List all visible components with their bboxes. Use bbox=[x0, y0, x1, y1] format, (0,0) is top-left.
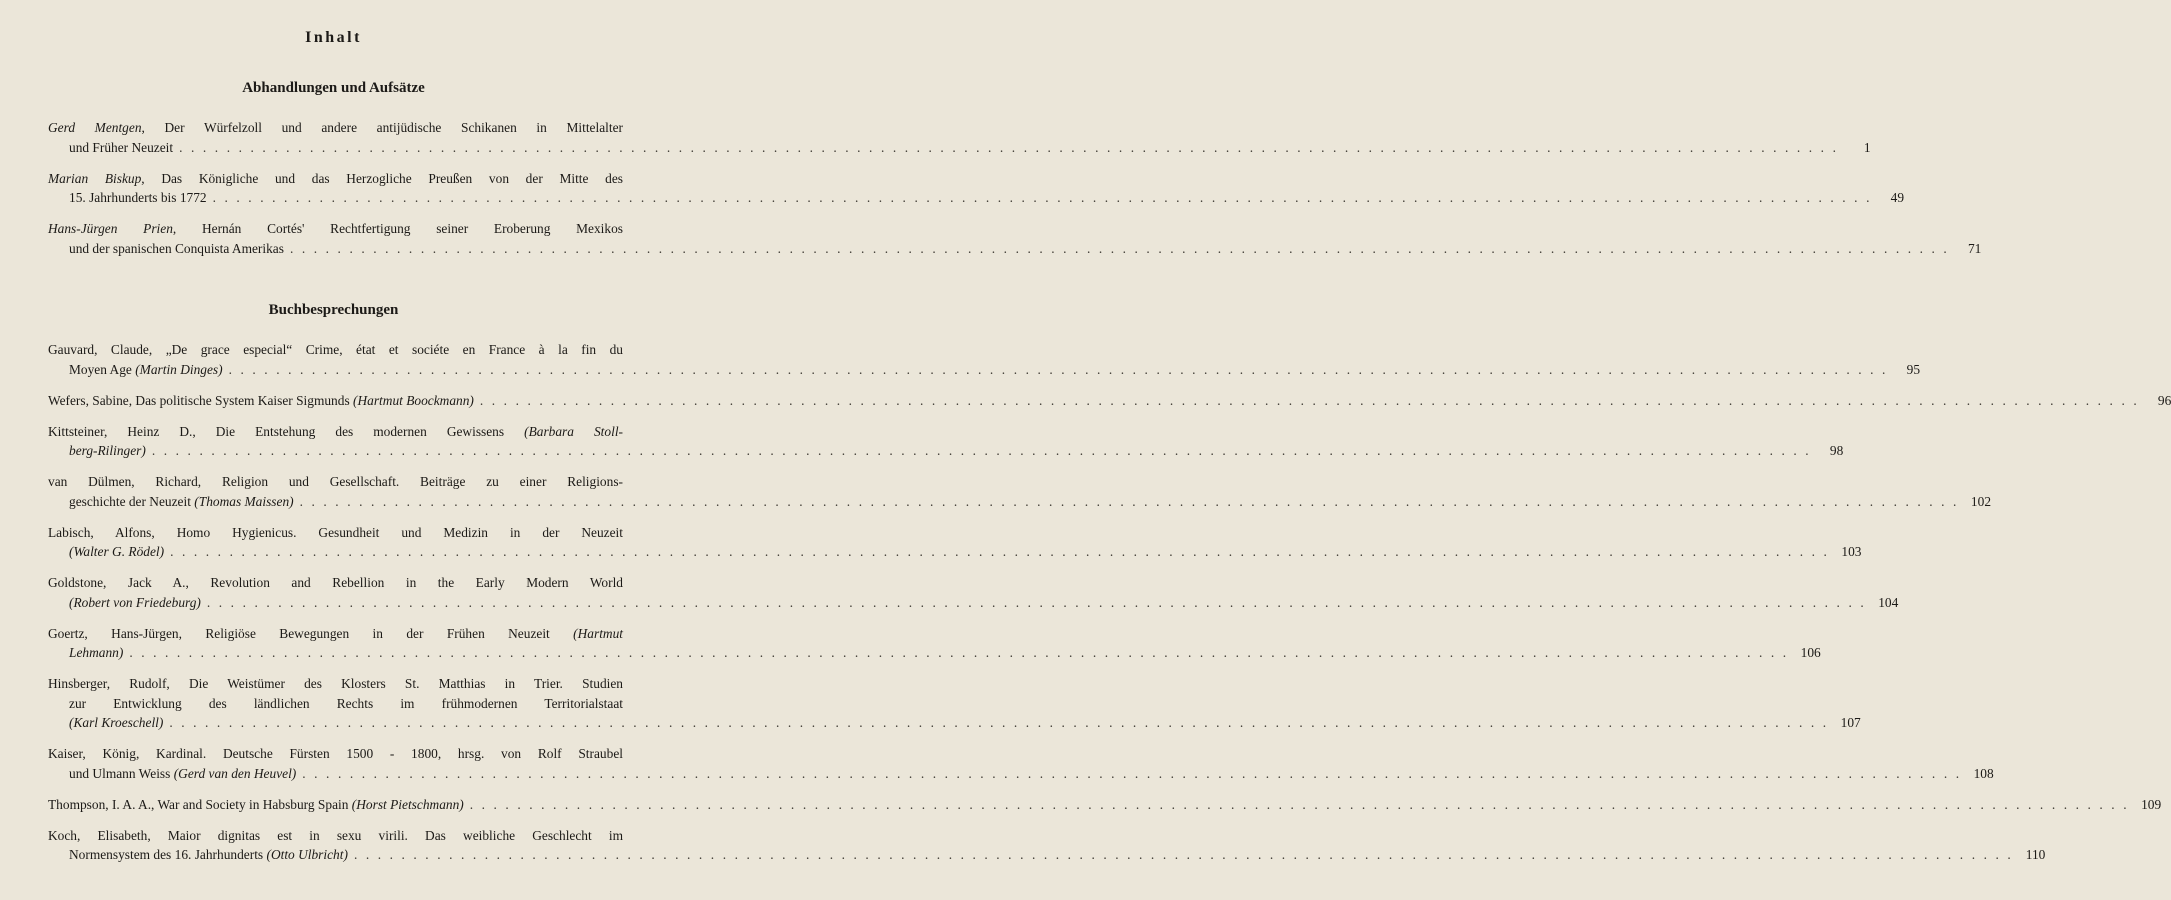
page-number: 95 bbox=[1906, 361, 1921, 377]
author-or-reviewer-name: (Gerd van den Heuvel) bbox=[173, 765, 297, 781]
toc-entry-text bbox=[69, 643, 123, 663]
toc-entry-text bbox=[48, 342, 623, 357]
toc-entry-line bbox=[48, 523, 623, 543]
toc-entry-line bbox=[48, 694, 623, 714]
toc-entry-line bbox=[48, 795, 2162, 815]
dot-leader: . . . . . . . . . . . . . . . . . . . . . . . . . . . . . . . . . . . . . . . . . . . . . . . . . . . . . . . . . . . . . . . . . . . . . . . . . . . . . . . . . . . . . . . . . . . . . . . . . . . . . . . . . . . . . . . . . . . . . . . . . . . . . . . . . . . . . . . . . . . . bbox=[353, 847, 2014, 862]
toc-entry-text bbox=[69, 845, 348, 865]
section-heading-buchbesprechungen: Buchbesprechungen bbox=[268, 302, 399, 318]
toc-entry-line bbox=[48, 360, 1921, 380]
author-or-reviewer-name: Hans-Jürgen Prien bbox=[48, 221, 173, 236]
dot-leader: . . . . . . . . . . . . . . . . . . . . . . . . . . . . . . . . . . . . . . . . . . . . . . . . . . . . . . . . . . . . . . . . . . . . . . . . . . . . . . . . . . . . . . . . . . . . . . . . . . . . . . . . . . . . . . . . . . . . . . . . . . . . . . . . . . . . . . . . . . . . bbox=[129, 645, 1789, 660]
toc-entry-line bbox=[48, 845, 2046, 865]
toc-entry-line bbox=[48, 472, 623, 492]
dot-leader: . . . . . . . . . . . . . . . . . . . . . . . . . . . . . . . . . . . . . . . . . . . . . . . . . . . . . . . . . . . . . . . . . . . . . . . . . . . . . . . . . . . . . . . . . . . . . . . . . . . . . . . . . . . . . . . . . . . . . . . . . . . . . . . . . . . . . . . . . . . . bbox=[289, 240, 1950, 256]
toc-entry-text bbox=[48, 424, 623, 439]
toc-entry-text bbox=[69, 138, 173, 158]
page-number: 49 bbox=[1890, 190, 1905, 205]
toc-entry-line bbox=[48, 542, 1862, 562]
toc-entry-line bbox=[48, 138, 1871, 158]
toc-entry-line bbox=[48, 188, 1905, 208]
toc-entry-text bbox=[48, 221, 623, 236]
toc-entry-line bbox=[48, 239, 1982, 259]
toc-entry[interactable] bbox=[48, 219, 1982, 258]
toc-entry-text bbox=[69, 696, 623, 711]
toc-entry-text bbox=[69, 764, 296, 784]
toc-entry[interactable] bbox=[48, 422, 1844, 461]
entry-text-segment: Kittsteiner, Heinz D., Die Entstehung des modernen Gewissens bbox=[48, 423, 525, 439]
toc-entry-text bbox=[48, 171, 623, 186]
toc-entry[interactable] bbox=[48, 472, 1992, 511]
dot-leader: . . . . . . . . . . . . . . . . . . . . . . . . . . . . . . . . . . . . . . . . . . . . . . . . . . . . . . . . . . . . . . . . . . . . . . . . . . . . . . . . . . . . . . . . . . . . . . . . . . . . . . . . . . . . . . . . . . . . . . . . . . . . . . . . . . . . . . . . . . . . bbox=[228, 361, 1889, 377]
toc-entry[interactable] bbox=[48, 624, 1821, 663]
toc-entry-text bbox=[48, 676, 623, 691]
toc-entry-line bbox=[48, 764, 1994, 784]
dot-leader: . . . . . . . . . . . . . . . . . . . . . . . . . . . . . . . . . . . . . . . . . . . . . . . . . . . . . . . . . . . . . . . . . . . . . . . . . . . . . . . . . . . . . . . . . . . . . . . . . . . . . . . . . . . . . . . . . . . . . . . . . . . . . . . . . . . . . . . . . . . . bbox=[170, 544, 1830, 559]
toc-entry-line bbox=[48, 573, 623, 593]
page-number: 96 bbox=[2157, 392, 2171, 408]
toc-entry[interactable] bbox=[48, 118, 1871, 157]
dot-leader: . . . . . . . . . . . . . . . . . . . . . . . . . . . . . . . . . . . . . . . . . . . . . . . . . . . . . . . . . . . . . . . . . . . . . . . . . . . . . . . . . . . . . . . . . . . . . . . . . . . . . . . . . . . . . . . . . . . . . . . . . . . . . . . . . . . . . . . . . . . . bbox=[299, 493, 1960, 509]
toc-entry-text bbox=[48, 795, 464, 815]
dot-leader: . . . . . . . . . . . . . . . . . . . . . . . . . . . . . . . . . . . . . . . . . . . . . . . . . . . . . . . . . . . . . . . . . . . . . . . . . . . . . . . . . . . . . . . . . . . . . . . . . . . . . . . . . . . . . . . . . . . . . . . . . . . . . . . . . . . . . . . . . . . . bbox=[302, 765, 1962, 781]
toc-entry-text bbox=[69, 492, 294, 512]
toc-entry-line bbox=[48, 492, 1992, 512]
page-number: 110 bbox=[2025, 847, 2046, 862]
entry-text-segment: Koch, Elisabeth, Maior dignitas est in sexu virili. Das weibliche Geschlecht im bbox=[48, 827, 623, 843]
page-number: 107 bbox=[1840, 715, 1861, 730]
entry-text-segment: und der spanischen Conquista Amerikas bbox=[69, 240, 284, 256]
toc-entry-text bbox=[48, 391, 474, 411]
author-or-reviewer-name: (Robert von Friedeburg) bbox=[69, 594, 201, 610]
author-or-reviewer-name: (Hartmut Boockmann) bbox=[353, 392, 474, 408]
toc-entry-line bbox=[48, 643, 1821, 663]
toc-entry-line bbox=[48, 744, 623, 764]
toc-entry[interactable] bbox=[48, 340, 1921, 379]
entry-text-segment: Hinsberger, Rudolf, Die Weistümer des Klosters St. Matthias in Trier. Studien bbox=[48, 676, 623, 691]
toc-entry-line bbox=[48, 713, 1861, 733]
dot-leader: . . . . . . . . . . . . . . . . . . . . . . . . . . . . . . . . . . . . . . . . . . . . . . . . . . . . . . . . . . . . . . . . . . . . . . . . . . . . . . . . . . . . . . . . . . . . . . . . . . . . . . . . . . . . . . . . . . . . . . . . . . . . . . . . . . . . . . . . . . . . bbox=[479, 392, 2140, 408]
entry-text-segment: Wefers, Sabine, Das politische System Kaiser Sigmunds bbox=[48, 392, 354, 408]
entry-text-segment: 15. Jahrhunderts bis 1772 bbox=[69, 190, 207, 205]
section-entries-abhandlungen bbox=[48, 118, 1982, 258]
toc-entry-line bbox=[48, 624, 623, 644]
entry-text-segment: van Dülmen, Richard, Religion und Gesellschaft. Beiträge zu einer Religions- bbox=[48, 474, 623, 489]
section-entries-buchbesprechungen bbox=[48, 340, 2171, 865]
page-title: Inhalt bbox=[305, 29, 362, 46]
toc-entry-text bbox=[69, 542, 164, 562]
entry-text-segment: zur Entwicklung des ländlichen Rechts im frühmodernen Territorialstaat bbox=[69, 695, 623, 711]
toc-entry-text bbox=[48, 746, 623, 761]
dot-leader: . . . . . . . . . . . . . . . . . . . . . . . . . . . . . . . . . . . . . . . . . . . . . . . . . . . . . . . . . . . . . . . . . . . . . . . . . . . . . . . . . . . . . . . . . . . . . . . . . . . . . . . . . . . . . . . . . . . . . . . . . . . . . . . . . . . . . . . . . . . . bbox=[151, 443, 1812, 458]
toc-entry-line bbox=[48, 169, 623, 189]
author-or-reviewer-name: (Martin Dinges) bbox=[135, 361, 223, 377]
dot-leader: . . . . . . . . . . . . . . . . . . . . . . . . . . . . . . . . . . . . . . . . . . . . . . . . . . . . . . . . . . . . . . . . . . . . . . . . . . . . . . . . . . . . . . . . . . . . . . . . . . . . . . . . . . . . . . . . . . . . . . . . . . . . . . . . . . . . . . . . . . . . bbox=[206, 594, 1867, 610]
toc-entry-text bbox=[69, 441, 146, 461]
entry-text-segment: und Ulmann Weiss bbox=[69, 765, 174, 781]
entry-text-segment: Gauvard, Claude, „De grace especial“ Crime, état et sociéte en France à la fin du bbox=[48, 342, 623, 357]
page-number: 106 bbox=[1800, 645, 1821, 660]
entry-text-segment: geschichte der Neuzeit bbox=[69, 493, 195, 509]
author-or-reviewer-name: (Barbara Stoll- bbox=[524, 423, 624, 439]
page-number: 98 bbox=[1829, 443, 1844, 458]
page-number: 71 bbox=[1967, 240, 1982, 256]
toc-entry-line bbox=[48, 422, 623, 442]
toc-entry-text bbox=[69, 188, 207, 208]
toc-entry-line bbox=[48, 391, 2171, 411]
page-number: 109 bbox=[2141, 796, 2162, 812]
entry-text-segment: Thompson, I. A. A., War and Society in Habsburg Spain bbox=[48, 796, 352, 812]
toc-entry-text bbox=[48, 828, 623, 843]
entry-text-segment: und Früher Neuzeit bbox=[69, 139, 174, 155]
entry-text-segment: , Hernán Cortés' Rechtfertigung seiner Eroberung Mexikos bbox=[172, 221, 624, 236]
toc-entry-line bbox=[48, 441, 1844, 461]
toc-entry-text bbox=[48, 626, 623, 641]
toc-entry-line bbox=[48, 593, 1899, 613]
entry-text-segment: , Das Königliche und das Herzogliche Preußen von der Mitte des bbox=[141, 170, 623, 186]
toc-entry-text bbox=[48, 575, 623, 590]
toc-entry-line bbox=[48, 219, 623, 239]
author-or-reviewer-name: Lehmann) bbox=[69, 645, 124, 660]
toc-entry[interactable] bbox=[48, 391, 2171, 411]
entry-text-segment: Kaiser, König, Kardinal. Deutsche Fürsten 1500 - 1800, hrsg. von Rolf Straubel bbox=[48, 746, 623, 761]
author-or-reviewer-name: (Walter G. Rödel) bbox=[69, 544, 165, 559]
toc-entry-text bbox=[69, 713, 163, 733]
toc-entry-text bbox=[69, 239, 284, 259]
toc-entry-line bbox=[48, 118, 623, 138]
toc-entry[interactable] bbox=[48, 826, 2046, 865]
author-or-reviewer-name: (Hartmut bbox=[573, 625, 623, 641]
author-or-reviewer-name: (Thomas Maissen) bbox=[194, 493, 294, 509]
dot-leader: . . . . . . . . . . . . . . . . . . . . . . . . . . . . . . . . . . . . . . . . . . . . . . . . . . . . . . . . . . . . . . . . . . . . . . . . . . . . . . . . . . . . . . . . . . . . . . . . . . . . . . . . . . . . . . . . . . . . . . . . . . . . . . . . . . . . . . . . . . . . bbox=[169, 715, 1829, 730]
toc-entry[interactable] bbox=[48, 744, 1994, 783]
toc-entry[interactable] bbox=[48, 795, 2162, 815]
page-number: 1 bbox=[1863, 139, 1871, 155]
author-or-reviewer-name: (Otto Ulbricht) bbox=[266, 847, 348, 862]
author-or-reviewer-name: Marian Biskup bbox=[48, 170, 142, 186]
toc-entry-text bbox=[48, 120, 623, 135]
toc-entry-line bbox=[48, 340, 623, 360]
dot-leader: . . . . . . . . . . . . . . . . . . . . . . . . . . . . . . . . . . . . . . . . . . . . . . . . . . . . . . . . . . . . . . . . . . . . . . . . . . . . . . . . . . . . . . . . . . . . . . . . . . . . . . . . . . . . . . . . . . . . . . . . . . . . . . . . . . . . . . . . . . . . bbox=[212, 190, 1873, 205]
toc-entry-text bbox=[69, 360, 223, 380]
toc-entry-text bbox=[48, 474, 623, 489]
toc-entry-text bbox=[69, 593, 201, 613]
toc-entry[interactable] bbox=[48, 523, 1862, 562]
author-or-reviewer-name: (Karl Kroeschell) bbox=[69, 715, 164, 730]
entry-text-segment: Moyen Age bbox=[69, 361, 136, 377]
toc-entry[interactable] bbox=[48, 674, 1861, 733]
entry-text-segment: Goldstone, Jack A., Revolution and Rebellion in the Early Modern World bbox=[48, 575, 623, 590]
toc-entry[interactable] bbox=[48, 573, 1899, 612]
entry-text-segment: Goertz, Hans-Jürgen, Religiöse Bewegungen in der Frühen Neuzeit bbox=[48, 625, 574, 641]
dot-leader: . . . . . . . . . . . . . . . . . . . . . . . . . . . . . . . . . . . . . . . . . . . . . . . . . . . . . . . . . . . . . . . . . . . . . . . . . . . . . . . . . . . . . . . . . . . . . . . . . . . . . . . . . . . . . . . . . . . . . . . . . . . . . . . . . . . . . . . . . . . . bbox=[469, 796, 2130, 812]
author-or-reviewer-name: (Horst Pietschmann) bbox=[351, 796, 464, 812]
entry-text-segment: Normensystem des 16. Jahrhunderts bbox=[69, 847, 267, 862]
author-or-reviewer-name: berg-Rilinger) bbox=[69, 443, 146, 458]
toc-entry-text bbox=[48, 525, 623, 540]
dot-leader: . . . . . . . . . . . . . . . . . . . . . . . . . . . . . . . . . . . . . . . . . . . . . . . . . . . . . . . . . . . . . . . . . . . . . . . . . . . . . . . . . . . . . . . . . . . . . . . . . . . . . . . . . . . . . . . . . . . . . . . . . . . . . . . . . . . . . . . . . . . . bbox=[179, 139, 1839, 155]
toc-entry-line bbox=[48, 826, 623, 846]
section-heading-abhandlungen: Abhandlungen und Aufsätze bbox=[242, 80, 425, 96]
entry-text-segment: Labisch, Alfons, Homo Hygienicus. Gesundheit und Medizin in der Neuzeit bbox=[48, 524, 623, 540]
page-number: 103 bbox=[1841, 544, 1862, 559]
page-number: 104 bbox=[1878, 594, 1899, 610]
toc-entry[interactable] bbox=[48, 169, 1905, 208]
page-number: 108 bbox=[1973, 765, 1994, 781]
toc-entry-line bbox=[48, 674, 623, 694]
entry-text-segment: , Der Würfelzoll und andere antijüdische Schikanen in Mittelalter bbox=[141, 120, 624, 135]
page-number: 102 bbox=[1970, 493, 1992, 509]
author-or-reviewer-name: Gerd Mentgen bbox=[48, 120, 142, 135]
